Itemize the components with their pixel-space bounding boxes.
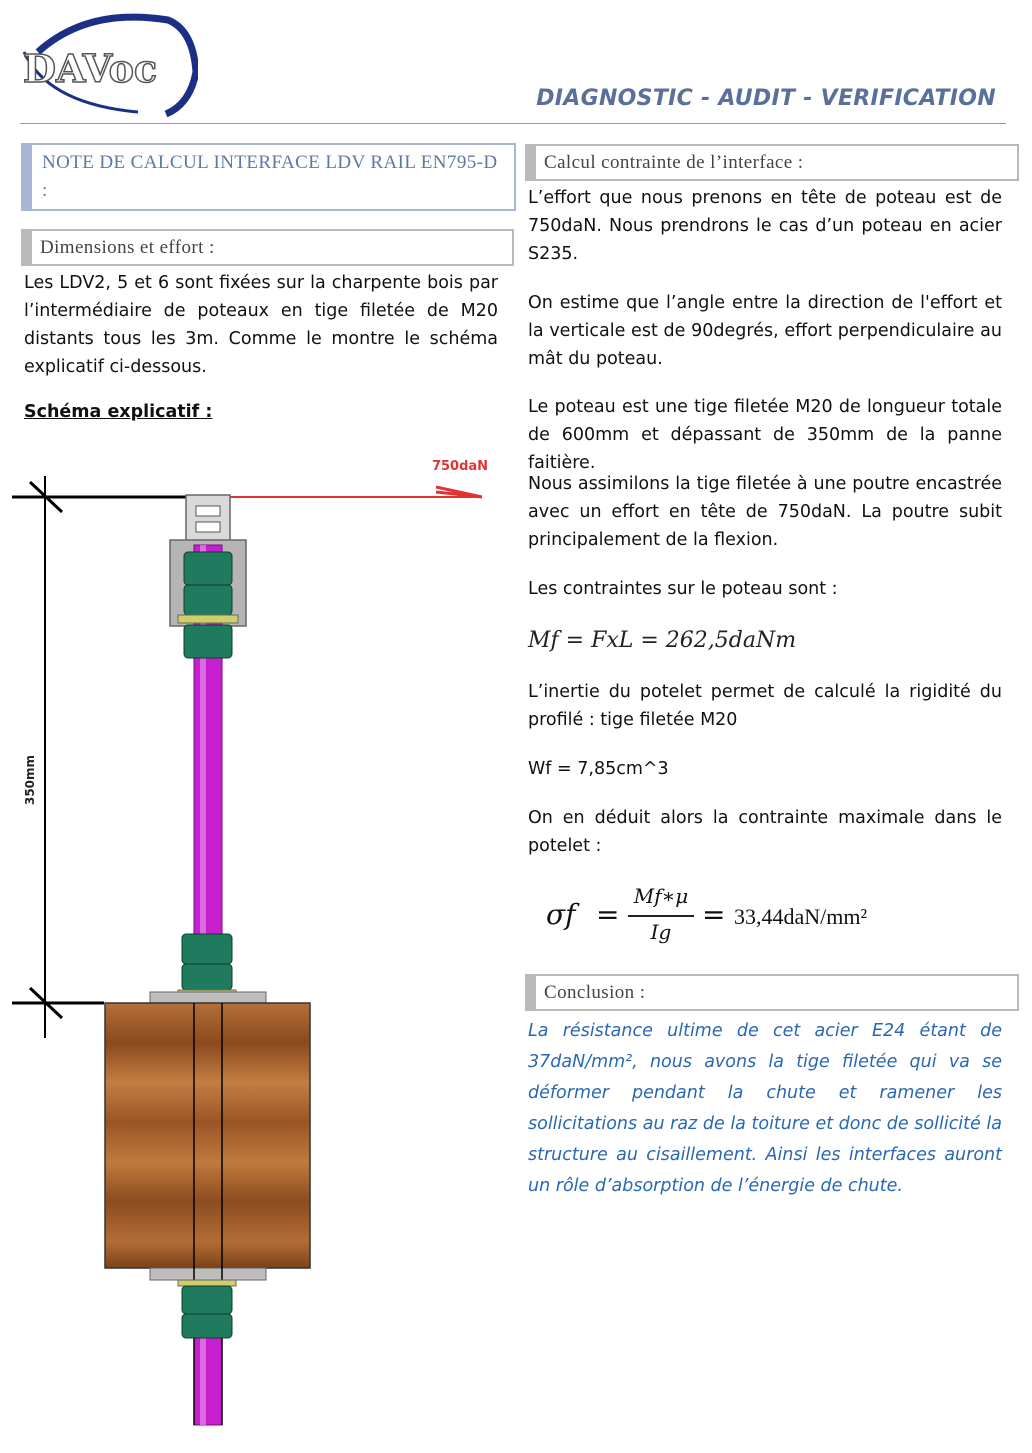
wood-beam xyxy=(105,1003,310,1268)
paragraph-deduction: On en déduit alors la contrainte maximale dans le potelet : xyxy=(528,808,1002,856)
lower-plate xyxy=(150,1268,266,1280)
section-dimensions-heading: Dimensions et effort : xyxy=(21,229,514,266)
nut xyxy=(184,552,232,585)
fraction-numerator: Mf∗μ xyxy=(633,884,689,908)
tagline: DIAGNOSTIC - AUDIT - VERIFICATION xyxy=(536,86,996,111)
davoc-logo xyxy=(18,12,198,117)
conclusion-paragraph: La résistance ultime de cet acier E24 étant de 37daN/mm², nous avons la tige filetée qui va se déformer pendant la chute et ramener les sollicitations au raz de la toiture et donc de sollicité la structure au cisaillement. Ainsi les interfaces auront un rôle d’absorption de l’énergie de chute. xyxy=(528,1021,1002,1196)
upper-plate xyxy=(150,992,266,1004)
paragraph-inertia: L’inertie du potelet permet de calculé la rigidité du profilé : tige filetée M20 xyxy=(528,682,1002,730)
explanatory-diagram xyxy=(0,440,515,1453)
nut xyxy=(182,934,232,964)
section-conclusion-heading: Conclusion : xyxy=(525,974,1019,1011)
bending-moment-formula: Mf = FxL = 262,5daNm xyxy=(528,628,797,653)
fraction-denominator: Ig xyxy=(650,920,672,944)
equals-sign: = xyxy=(596,898,620,931)
nut xyxy=(184,625,232,658)
washer xyxy=(178,615,238,623)
paragraph-effort: L’effort que nous prenons en tête de poteau est de 750daN. Nous prendrons le cas d’un poteau en acier S235. xyxy=(528,188,1002,264)
document-title-box: NOTE DE CALCUL INTERFACE LDV RAIL EN795-D : xyxy=(21,143,516,211)
stress-symbol: σf xyxy=(546,898,576,931)
nut xyxy=(184,585,232,615)
paragraph-constraints: Les contraintes sur le poteau sont : xyxy=(528,579,838,599)
stress-result: 33,44daN/mm² xyxy=(734,904,868,929)
fraction-bar xyxy=(628,915,694,917)
stress-formula xyxy=(546,884,966,950)
force-arrow-head xyxy=(436,487,482,497)
nut xyxy=(182,1286,232,1314)
section-modulus-value: Wf = 7,85cm^3 xyxy=(528,759,669,779)
paragraph-rod: Le poteau est une tige filetée M20 de longueur totale de 600mm et dépassant de 350mm de la panne faitière. xyxy=(528,397,1002,473)
equals-sign: = xyxy=(702,898,726,931)
nut xyxy=(182,964,232,990)
force-label: 750daN xyxy=(431,459,489,474)
dimension-label: 350mm xyxy=(23,754,37,806)
nut xyxy=(182,1314,232,1338)
logo-text: DAVoc xyxy=(23,46,158,91)
washer xyxy=(178,1280,236,1286)
header-divider xyxy=(20,123,1006,124)
paragraph-angle: On estime que l’angle entre la direction de l'effort et la verticale est de 90degrés, effort perpendiculaire au mât du poteau. xyxy=(528,293,1002,369)
paragraph-beam-model: Nous assimilons la tige filetée à une poutre encastrée avec un effort en tête de 750daN. La poutre subit principalement de la flexion. xyxy=(528,474,1002,550)
intro-paragraph: Les LDV2, 5 et 6 sont fixées sur la charpente bois par l’intermédiaire de poteaux en tige filetée de M20 distants tous les 3m. Comme le montre le schéma explicatif ci-dessous. xyxy=(24,273,498,377)
section-calculation-heading: Calcul contrainte de l’interface : xyxy=(525,144,1019,181)
schema-label: Schéma explicatif : xyxy=(24,402,213,422)
rail-head xyxy=(186,495,230,543)
